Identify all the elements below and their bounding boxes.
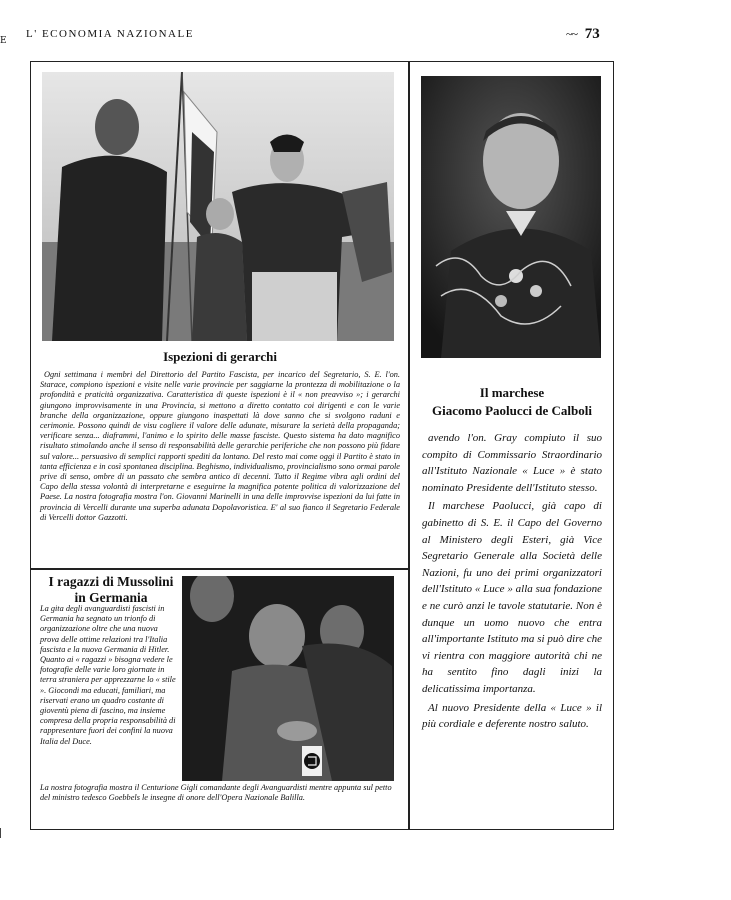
page-number-block [566, 26, 600, 43]
column-divider [408, 61, 410, 829]
article3-paragraph: Il marchese Paolucci, già capo di gabinetto di S. E. il Capo del Governo al Ministero degli Esteri, già Vice Segretario Generale alla Società delle Nazioni, fu uno dei primi organizzatori dell'Istituto « Luce » alla sua fondazione e ne curò anzi le tavole statutarie. Non è dunque un uomo nuovo che entra all'importante Istituto ma si può dire che vi rientra con maggiore autorità chi ne ha sentito fino dagli inizi la delicatissima importanza. [422, 500, 602, 695]
article2-title [36, 574, 186, 606]
page-header-title: L' ECONOMIA NAZIONALE [26, 28, 194, 40]
edge-mark [0, 828, 5, 838]
ornament-glyph: ~~ [566, 27, 577, 41]
article3-title-line1: Il marchese [479, 385, 545, 400]
article1-title: Ispezioni di gerarchi [163, 349, 277, 364]
gutter-mark: E [0, 36, 7, 46]
article2-body: La gita degli avanguardisti fascisti in Germania ha segnato un trionfo di organizzazione oltre che una nuova prova delle ottime relazioni tra l'Italia fascista e la nuova Germania di Hitler. Quanto ai « ragazzi » bisogna vedere le fotografie delle varie loro giornate in terra straniera per apprezzarne lo « stile ». Giocondi ma educati, familiari, ma riservati erano un quadro costante di gioventù piena di fascino, ma insieme compresa della propria responsabilità di rappresentare fuori dei confini la nuova Italia del Duce. [40, 604, 176, 746]
article2-title-line1: I ragazzi di Mussolini [48, 574, 174, 589]
article3-paragraph: Al nuovo Presidente della « Luce » il più cordiale e deferente nostro saluto. [422, 701, 602, 731]
inspection-photo [42, 72, 394, 341]
article2-title-line2: in Germania [74, 590, 148, 605]
article3-title [418, 384, 606, 420]
article1-body: Ogni settimana i membri del Direttorio del Partito Fascista, per incarico del Segretario, S. E. l'on. Starace, compiono ispezioni e visite nelle varie provincie per saggiarne la prontezza di mobilitazione o la profondità e praticità organizzativa. Caratteristica di queste ispezioni è il « non preavviso »; i gerarchi giungono improvvisamente in una Provincia, si mettono a diretto contatto coi dirigenti e con le varie branche della organizzazione, oppure giungono inaspettati là dove sanno che si svolgono raduni e cerimonie. Possono quindi de visu cogliere il valore delle adunate, misurare la serietà della propaganda; verificare senza... diaframmi, l'animo e lo spirito delle masse fasciste. Questo sistema ha dato magnifico risultato stimolando anche il senso di responsabilità delle gerarchie periferiche che non possono più fidare sul valore... persuasivo di semplici rapporti spediti da lontano. Del resto mai come oggi il Partito è stato in tanta efficienza e in così spontanea disciplina. Beghismo, individualismo, provincialismo sono ormai parole prive di senso, ombre di un passato che sembra antico di decenni. Tutto il Regime vibra agli ordini del Capo della stessa volontà di interpretarne e eseguirne la magnifica potente politica di valorizzazione del Paese. La nostra fotografia mostra l'on. Giovanni Marinelli in una delle improvvise ispezioni da lui fatte in provincia di Vercelli durante una superba adunata Dopolavoristica. E' al suo fianco il Segretario Federale di Vercelli dottor Gazzotti. [40, 370, 400, 522]
article3-paragraph: avendo l'on. Gray compiuto il suo compito di Commissario Straordinario all'Istituto Nazionale « Luce » è stato nominato Presidente dell'Istituto stesso. [422, 432, 602, 494]
article2-photo-caption: La nostra fotografia mostra il Centurione Gigli comandante degli Avanguardisti mentre appunta sul petto del ministro tedesco Goebbels le insegne di onore dell'Opera Nazionale Balilla. [40, 783, 392, 803]
section-divider [30, 568, 409, 570]
article3-body [422, 430, 602, 735]
article3-title-line2: Giacomo Paolucci de Calboli [432, 403, 592, 418]
page-number: 73 [584, 26, 600, 42]
goebbels-photo [182, 576, 394, 781]
paolucci-portrait [421, 76, 601, 358]
